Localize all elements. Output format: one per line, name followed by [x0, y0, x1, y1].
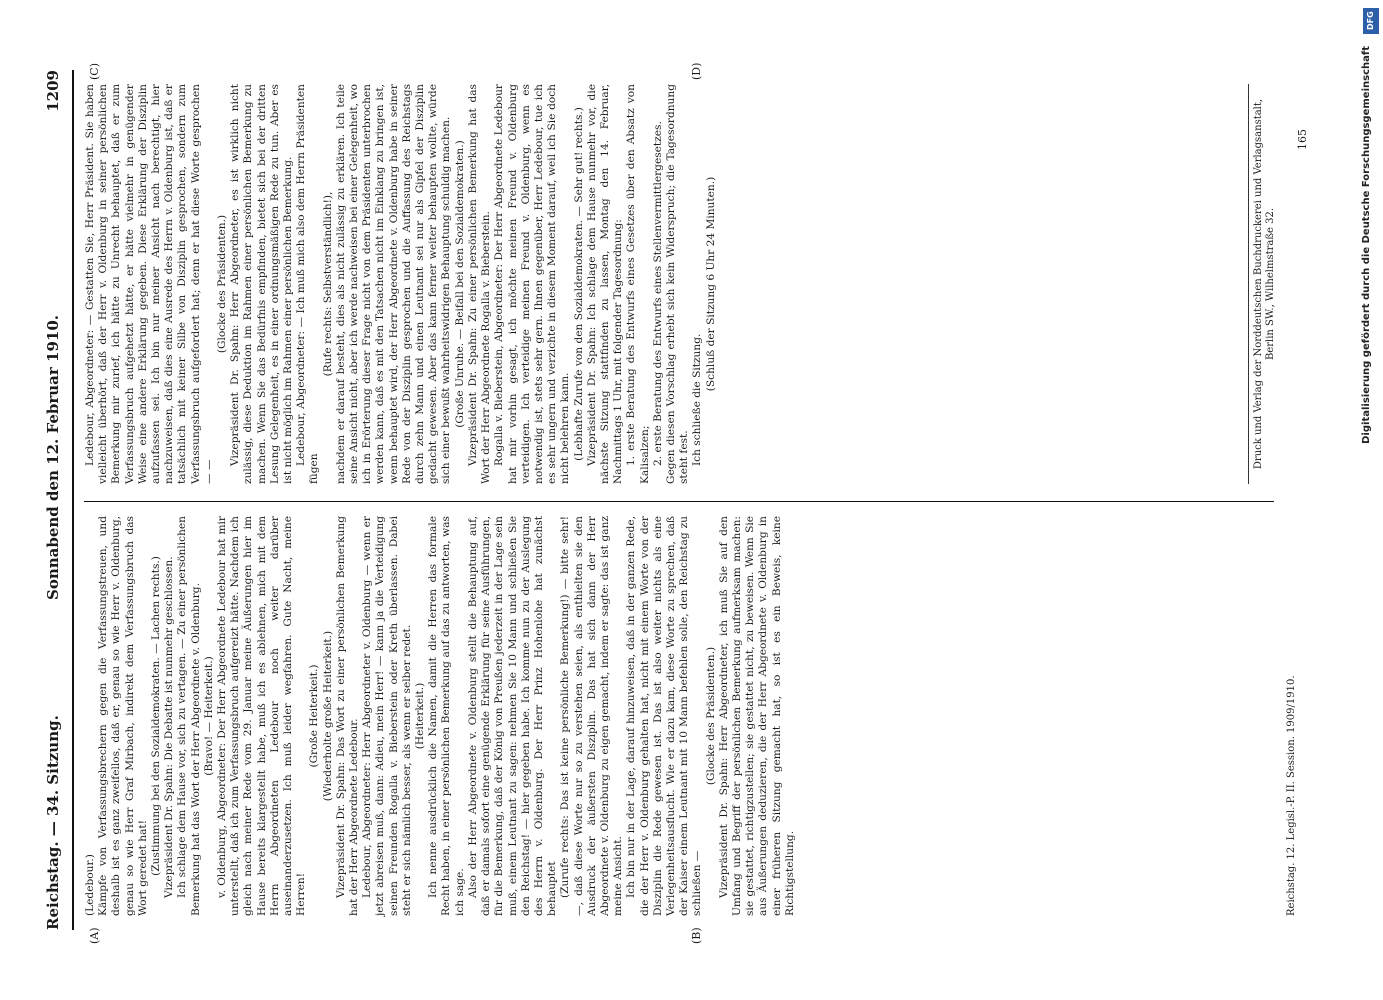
page-header [44, 70, 70, 930]
header-center: Sonnabend den 12. Februar 1910. [44, 315, 62, 600]
interjection: (Glocke des Präsidenten.) [704, 646, 717, 786]
paragraph: Ich nenne ausdrücklich die Namen, damit die Herren das formale Recht haben, in einer persönlichen Bemerkung auf das zu antworten, was ich sage. [427, 516, 466, 916]
paragraph: (Zurufe rechts: Das ist keine persönliche Bemerkung!) — bitte sehr! —, daß diese Worte nur so zu verstehen seien, als enthielten sie den Ausdruck der äußersten Disziplin. Das hat sich dann der Herr Abgeordnete v. Oldenburg zu eigen gemacht, indem er sagte: das ist ganz meine Ansicht. [559, 516, 625, 916]
paragraph: v. Oldenburg, Abgeordneter: Der Herr Abgeordnete Ledebour hat mir unterstellt, daß ich zum Verfassungsbruch aufgereizt hätte. Nachdem ich gleich nach meiner Rede vom 29. Januar meine Äußerungen hier im Hause bereits klargestellt habe, muß ich es ablehnen, mich mit dem Herrn Abgeordneten Ledebour noch weiter darüber auseinanderzusetzen. Ich muß leider wegfahren. Gute Nacht, meine Herren! [216, 516, 308, 916]
closing-note: (Schluß der Sitzung 6 Uhr 24 Minuten.) [704, 176, 717, 392]
paragraph: Kämpfe von Verfassungsbrechern gegen die Verfassungstreuen, und deshalb ist es ganz zweifellos, daß er, genau so wie Herr v. Oldenburg, genau so wie Herr Graf Mirbach, indirekt dem Verfassungsbruch das Wort geredet hat! [97, 516, 149, 916]
paragraph: Vizepräsident Dr. Spahn: Herr Abgeordneter, es ist wirklich nicht zulässig, diese Deduktion im Rahmen einer persönlichen Bemerkung zu machen. Wenn Sie das Bedürfnis empfinden, bietet sich bei der dritten Lesung Gelegenheit, es in einer ordnungsmäßigen Rede zu tun. Aber es ist nicht möglich im Rahmen einer persönlichen Bemerkung. [229, 84, 295, 484]
paragraph: Ich schlage dem Hause vor, sich zu vertagen. — Zu einer persönlichen Bemerkung hat das Wort der Herr Abgeordnete v. Oldenburg. [176, 516, 202, 916]
interjection: (Wiederholte große Heiterkeit.) [321, 630, 334, 802]
paragraph: Vizepräsident Dr. Spahn: Zu einer persönlichen Bemerkung hat das Wort der Herr Abgeordnete Rogalla v. Bieberstein. [466, 84, 493, 484]
paragraph: Rogalla v. Bieberstein, Abgeordneter: Der Herr Abgeordnete Ledebour hat mir vorhin gesagt, ich möchte meinen Freund v. Oldenburg verteidigen. Ich verteidige meinen Freund v. Oldenburg, wenn es notwendig ist, stets sehr gern. Ihnen gegenüber, Herr Ledebour, tue ich es sehr ungern und verzichte in diesem Moment darauf, weil ich Sie doch nicht belehren kann. [493, 84, 572, 484]
agenda-item: 1. erste Beratung des Entwurfs eines Gesetzes über den Absatz von Kalisalzen; [625, 84, 651, 484]
interjection: (Lebhafte Zurufe von den Sozialdemokraten. — Sehr gut! rechts.) [572, 107, 585, 461]
paragraph: Ich schließe die Sitzung. [691, 333, 704, 466]
left-column [84, 516, 797, 916]
interjection: (Große Heiterkeit.) [308, 664, 321, 768]
interjection: (Bravo! — Heiterkeit.) [202, 656, 215, 776]
interjection: (Große Unruhe. — Beifall bei den Sozialdemokraten.) [453, 140, 466, 428]
right-column [84, 84, 718, 484]
paragraph: Vizepräsident Dr. Spahn: Das Wort zu einer persönlichen Bemerkung hat der Herr Abgeordnete Ledebour. [334, 516, 361, 916]
paragraph: Vizepräsident Dr. Spahn: Die Debatte ist nunmehr geschlossen. [163, 556, 176, 898]
imprint: Druck und Verlag der Norddeutschen Buchdruckerei und Verlagsanstalt, Berlin SW., Wilhelmstraße 32. [1248, 84, 1277, 484]
paragraph: nachdem er darauf besteht, dies als nicht zulässig zu erklären. Ich teile seine Ansicht nicht, aber ich werde nachweisen bei einer Gelegenheit, wo ich in Erörterung dieser Frage nicht von dem Präsidenten unterbrochen werden kann, daß es mit den Tatsachen nicht im Einklang zu bringen ist, wenn behauptet wird, der Herr Abgeordnete v. Oldenburg habe in seiner Rede von der Disziplin gesprochen und die Auffassung des Reichstags durch zehn Mann und einen Leutnant sei nur als Gipfel der Disziplin gedacht gewesen. Aber das kann ferner weiter behaupten wollte, würde sich einer bewußt wahrheitswidrigen Behauptung schuldig machen. [334, 84, 453, 484]
margin-mark-a: (A) [88, 927, 101, 944]
paragraph: Ledebour, Abgeordneter: — Ich muß mich also dem Herrn Präsidenten fügen [295, 84, 321, 484]
interjection: (Zustimmung bei den Sozialdemokraten. — Lachen rechts.) [150, 556, 163, 876]
interjection: (Heiterkeit.) [414, 682, 427, 750]
speaker-ref: (Ledebour.) [84, 854, 96, 916]
paragraph: Gegen diesen Vorschlag erhebt sich kein Widerspruch; die Tagesordnung steht fest. [664, 84, 691, 484]
paragraph: Ledebour, Abgeordneter: — Gestatten Sie, Herr Präsident. Sie haben vielleicht überhört, daß der Herr v. Oldenburg in seiner persönlichen Bemerkung mir zurief, ich hätte zu Unrecht behauptet, daß er zum Verfassungsbruch aufgehetzt hätte, er hätte vielmehr in genügender Weise eine andere Erklärung gegeben. Diese Erklärung der Disziplin aufzufassen sei. Ich bin nur meiner Ansicht nach berechtigt, hier nachzuweisen, daß dies eine Ausrede des Herrn v. Oldenburg ist, daß er tatsächlich mit keiner Silbe von Disziplin gesprochen, sondern zum Verfassungsbruch aufgefordert hat; denn er hat diese Worte gesprochen — — [84, 84, 215, 484]
paragraph: Ich bin nur in der Lage, darauf hinzuweisen, daß in der ganzen Rede, die der Herr v. Oldenburg gehalten hat, nicht mit einem Worte von der Disziplin die Rede gewesen ist. Das ist also weiter nichts als eine Verlegenheitsausflucht. Wie er dazu kam, diese Worte zu sprechen, daß der Kaiser einem Leutnant mit 10 Mann befehlen solle, den Reichstag zu schließen — [625, 516, 704, 916]
paragraph: Also der Herr Abgeordnete v. Oldenburg stellt die Behauptung auf, daß er damals sofort eine genügende Erklärung für seine Ausführungen, für die Bemerkung, daß der König von Preußen jederzeit in der Lage sein muß, einem Leutnant zu sagen: nehmen Sie 10 Mann und schließen Sie den Reichstag! — hier gegeben habe. Ich komme nun zu der Auslegung des Herrn v. Oldenburg. Der Herr Prinz Hohenlohe hat zunächst behauptet [466, 516, 559, 916]
digitization-note-text: Digitalisierung gefördert durch die Deutsche Forschungsgemeinschaft [1361, 46, 1372, 444]
page-number: 1209 [44, 70, 62, 112]
margin-mark-c: (C) [88, 63, 101, 80]
interjection: (Rufe rechts: Selbstverständlich!), [321, 191, 334, 377]
interjection: (Glocke des Präsidenten.) [216, 214, 229, 354]
footer-left: Reichstag. 12. Legisl.-P. II. Session. 1909/1910. [1286, 675, 1297, 916]
dfg-logo: DFG [1363, 8, 1379, 34]
paragraph: Vizepräsident Dr. Spahn: Ich schlage dem Hause nunmehr vor, die nächste Sitzung stattfinden zu lassen, Montag den 14. Februar, Nachmittags 1 Uhr, mit folgender Tagesordnung: [585, 84, 625, 484]
margin-mark-d: (D) [690, 62, 703, 80]
header-rule [72, 70, 74, 930]
digitization-note [1361, 6, 1379, 996]
sheet-number: 165 [1296, 129, 1309, 150]
margin-mark-b: (B) [690, 927, 703, 944]
header-left: Reichstag. — 34. Sitzung. [44, 715, 62, 930]
agenda-item: 2. erste Beratung des Entwurfs eines Stellenvermittlergesetzes. [651, 121, 664, 466]
paragraph: Vizepräsident Dr. Spahn: Herr Abgeordneter, ich muß Sie auf den Umfang und Begriff der persönlichen Bemerkung aufmerksam machen: sie gestattet, richtigzustellen; sie gestattet nicht, zu beweisen. Wenn Sie aus Äußerungen deduzieren, die der Herr Abgeordnete v. Oldenburg in einer früheren Sitzung gemacht hat, so ist es ein Beweis, keine Richtigstellung. [717, 516, 796, 916]
paragraph: Ledebour, Abgeordneter: Herr Abgeordneter v. Oldenburg — wenn er jetzt abreisen muß, dann: Adieu, mein Herr! — kann ja die Verteidigung seinen Freunden Rogalla v. Bieberstein oder Kreth überlassen. Dabei steht er sich nämlich besser, als wenn er selber redet. [361, 516, 413, 916]
column-divider [84, 501, 1274, 502]
